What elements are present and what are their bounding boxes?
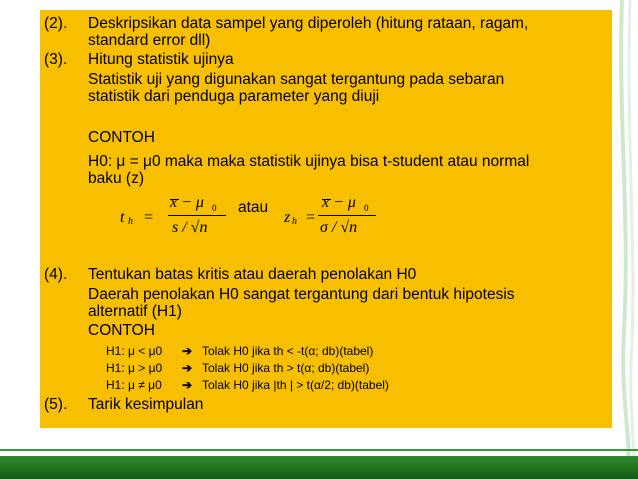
h1-hypothesis: H1: μ > μ0 (106, 361, 163, 375)
item-number: (3). (44, 51, 68, 68)
rejection-rule: Tolak H0 jika th < -t(α; db)(tabel) (202, 344, 374, 358)
footer-line (0, 449, 638, 451)
item-number: (2). (44, 15, 68, 32)
h0-line: H0: μ = μ0 maka maka statistik ujinya bisa t-student atau normal (88, 153, 530, 170)
item-text: standard error dll) (88, 32, 211, 49)
item-number: (4). (44, 266, 68, 283)
item-number: (5). (44, 396, 68, 413)
arrow-icon: ➔ (182, 378, 193, 392)
rejection-rule: Tolak H0 jika th > t(α; db)(tabel) (202, 361, 370, 375)
item-text: Tarik kesimpulan (88, 396, 204, 413)
item-text: Hitung statistik ujinya (88, 51, 234, 68)
h0-line-cont: baku (z) (88, 170, 144, 187)
h1-hypothesis: H1: μ < μ0 (106, 344, 163, 358)
contoh-label: CONTOH (88, 129, 155, 146)
arrow-icon: ➔ (182, 344, 193, 358)
arrow-icon: ➔ (182, 361, 193, 375)
item-text: Statistik uji yang digunakan sangat tergantung pada sebaran (88, 71, 505, 88)
item-text: Deskripsikan data sampel yang diperoleh (hitung rataan, ragam, (88, 15, 529, 32)
item-text: statistik dari penduga parameter yang diuji (88, 88, 380, 105)
item-text: Tentukan batas kritis atau daerah penolakan H0 (88, 266, 417, 283)
item-text: alternatif (H1) (88, 303, 182, 320)
atau-label: atau (238, 199, 269, 216)
rejection-rule: Tolak H0 jika |th | > t(α/2; db)(tabel) (202, 378, 389, 392)
footer-bar (0, 456, 638, 479)
contoh-label: CONTOH (88, 322, 155, 339)
h1-hypothesis: H1: μ ≠ μ0 (106, 378, 162, 392)
decorative-swoosh (608, 0, 638, 479)
item-text: Daerah penolakan H0 sangat tergantung dari bentuk hipotesis (88, 286, 515, 303)
